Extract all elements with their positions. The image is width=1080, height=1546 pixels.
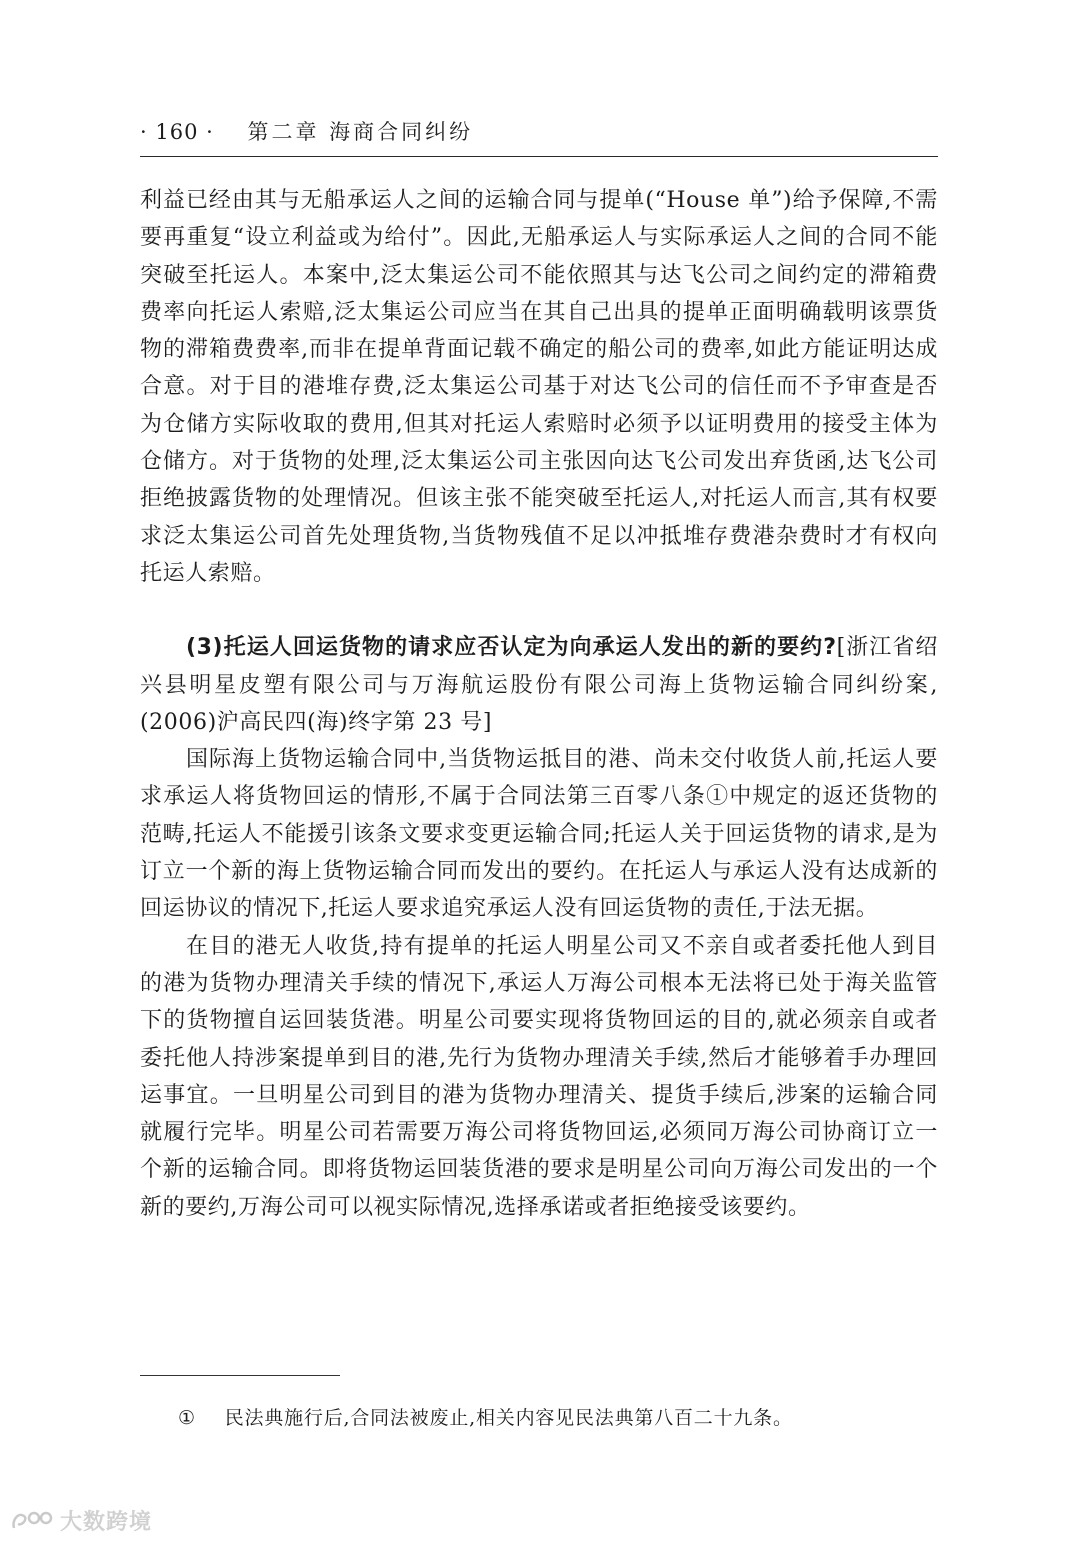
case-citation: [浙江省绍兴县明星皮塑有限公司与万海航运股份有限公司海上货物运输合同纠纷案,(2006)沪高民四(海)终字第 23 号] <box>140 635 938 735</box>
section-heading-paragraph <box>140 629 938 741</box>
section-title: (3)托运人回运货物的请求应否认定为向承运人发出的新的要约? <box>186 635 837 661</box>
footnote <box>178 1403 938 1430</box>
footnote-mark: ① <box>178 1407 196 1429</box>
header-rule <box>140 156 938 157</box>
footnote-text: 民法典施行后,合同法被废止,相关内容见民法典第八百二十九条。 <box>224 1407 793 1429</box>
paragraph-continued: 利益已经由其与无船承运人之间的运输合同与提单(“House 单”)给予保障,不需要再重复“设立利益或为给付”。因此,无船承运人与实际承运人之间的合同不能突破至托运人。本案中,泛太集运公司不能依照其与达飞公司之间约定的滞箱费费率向托运人索赔,泛太集运公司应当在其自己出具的提单正面明确载明该票货物的滞箱费费率,而非在提单背面记载不确定的船公司的费率,如此方能证明达成合意。对于目的港堆存费,泛太集运公司基于对达飞公司的信任而不予审查是否为仓储方实际收取的费用,但其对托运人索赔时必须予以证明费用的接受主体为仓储方。对于货物的处理,泛太集运公司主张因向达飞公司发出弃货函,达飞公司拒绝披露货物的处理情况。但该主张不能突破至托运人,对托运人而言,其有权要求泛太集运公司首先处理货物,当货物残值不足以冲抵堆存费港杂费时才有权向托运人索赔。 <box>140 188 938 586</box>
footnote-rule <box>140 1375 340 1376</box>
chapter-title: 第二章 海商合同纠纷 <box>247 120 474 144</box>
main-text <box>140 182 938 1226</box>
page-number: · 160 · <box>140 120 214 144</box>
paragraph-holding: 国际海上货物运输合同中,当货物运抵目的港、尚未交付收货人前,托运人要求承运人将货物回运的情形,不属于合同法第三百零八条①中规定的返还货物的范畴,托运人不能援引该条文要求变更运输合同;托运人关于回运货物的请求,是为订立一个新的海上货物运输合同而发出的要约。在托运人与承运人没有达成新的回运协议的情况下,托运人要求追究承运人没有回运货物的责任,于法无据。 <box>140 747 938 922</box>
watermark-logo-icon <box>10 1508 54 1534</box>
running-header <box>140 116 938 146</box>
watermark-text: 大数跨境 <box>60 1510 153 1535</box>
paragraph-analysis: 在目的港无人收货,持有提单的托运人明星公司又不亲自或者委托他人到目的港为货物办理清关手续的情况下,承运人万海公司根本无法将已处于海关监管下的货物擅自运回装货港。明星公司要实现将货物回运的目的,就必须亲自或者委托他人持涉案提单到目的港,先行为货物办理清关手续,然后才能够着手办理回运事宜。一旦明星公司到目的港为货物办理清关、提货手续后,涉案的运输合同就履行完毕。明星公司若需要万海公司将货物回运,必须同万海公司协商订立一个新的运输合同。即将货物运回装货港的要求是明星公司向万海公司发出的一个新的要约,万海公司可以视实际情况,选择承诺或者拒绝接受该要约。 <box>140 933 938 1220</box>
watermark <box>10 1505 152 1536</box>
